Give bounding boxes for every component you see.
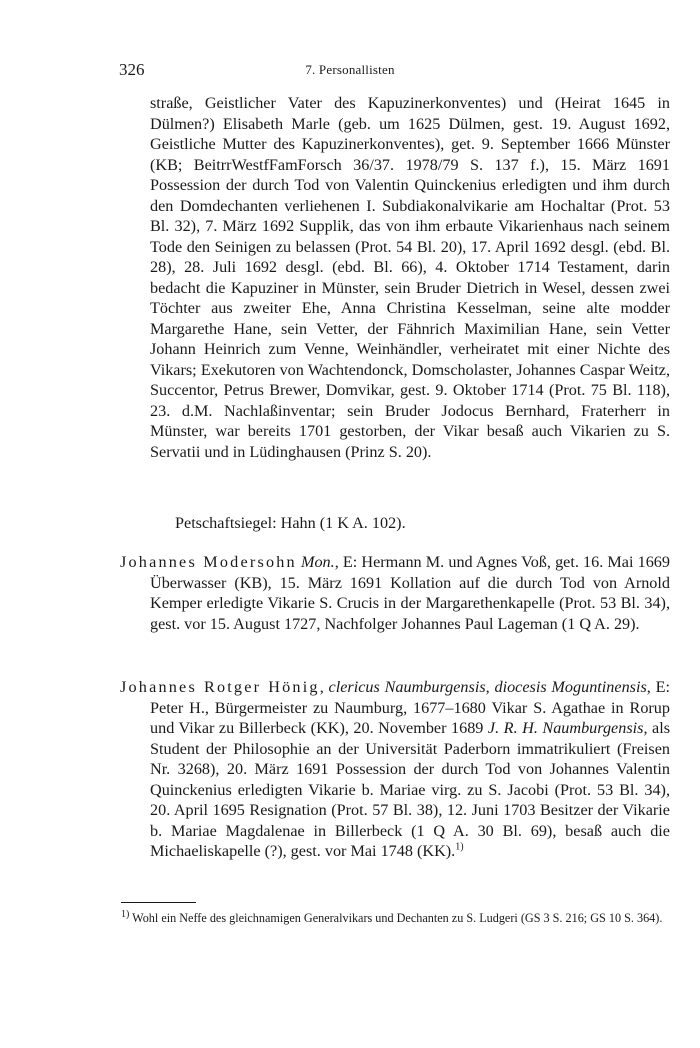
- entry-hoenig: Johannes Rotger Hönig, clericus Naumburgensis, diocesis Moguntinensis, E: Peter H., Bürgermeister zu Naumburg, 1677–1680 Vikar S. Agathae in Rorup und Vikar zu Billerbeck (KK), 20. November 1689 J. R. H. Naumburgensis, als Student der Philosophie an der Universität Paderborn immatrikuliert (Freisen Nr. 3268), 20. März 1691 Possession der durch Tod von Johannes Valentin Quinckenius erledigten Vikarie b. Mariae virg. zu S. Jacobi (Prot. 53 Bl. 34), 20. April 1695 Resignation (Prot. 57 Bl. 38), 12. Juni 1703 Besitzer der Vikarie b. Mariae Magdalenae in Billerbeck (1 Q A. 30 Bl. 69), besaß auch die Michaeliskapelle (?), gest. vor Mai 1748 (KK).$^{1)}$: [120, 678, 671, 860]
- entry-origin: Mon.: [300, 553, 335, 571]
- entry-matricula: J. R. H. Naumburgensis: [487, 719, 644, 737]
- entry-name: Johannes Rotger Hönig: [120, 678, 320, 696]
- running-head: 7. Personallisten: [305, 62, 395, 77]
- footnote-reference: 1): [455, 841, 464, 853]
- entry-text: , E: Hermann M. und Agnes Voß, get. 16. Mai 1669 Überwasser (KB), 15. März 1691 Kollation auf die durch Tod von Arnold Kemper erledigte Vikarie S. Crucis in der Margarethenkapelle (Prot. 53 Bl. 34), gest. vor 15. August 1727, Nachfolger Johannes Paul Lageman (1 Q A. 29).: [150, 553, 670, 633]
- continuation-paragraph: [150, 93, 670, 462]
- footnote-marker: 1): [121, 908, 130, 920]
- entry-designation: clericus Naumburgensis, diocesis Moguntinensis: [328, 678, 647, 696]
- entry-text-part-2: , als Student der Philosophie an der Universität Paderborn immatrikuliert (Freisen Nr. 3268), 20. März 1691 Possession der durch Tod von Johannes Valentin Quinckenius erledigten Vikarie b. Mariae virg. zu S. Jacobi (Prot. 53 Bl. 34), 20. April 1695 Resignation (Prot. 57 Bl. 38), 12. Juni 1703 Besitzer der Vikarie b. Mariae Magdalenae in Billerbeck (1 Q A. 30 Bl. 69), besaß auch die Michaeliskapelle (?), gest. vor Mai 1748 (KK).: [150, 719, 670, 860]
- footnote-text: Wohl ein Neffe des gleichnamigen Generalvikars und Dechanten zu S. Ludgeri (GS 3 S. 216; GS 10 S. 364).: [132, 911, 663, 925]
- entry-text-part-1: , E: Peter H., Bürgermeister zu Naumburg, 1677–1680 Vikar S. Agathae in Rorup und Vikar zu Billerbeck (KK), 20. November 1689: [150, 678, 671, 737]
- footnote-divider: [121, 902, 196, 903]
- entry-modersohn: [120, 552, 670, 634]
- seal-note: Petschaftsiegel: Hahn (1 K A. 102).: [175, 514, 406, 532]
- entry-name: Johannes Modersohn: [120, 553, 297, 571]
- continuation-text: straße, Geistlicher Vater des Kapuzinerkonventes) und (Heirat 1645 in Dülmen?) Elisabeth Marle (geb. um 1625 Dülmen, gest. 19. August 1692, Geistliche Mutter des Kapuzinerkonventes), get. 9. September 1666 Münster (KB; BeitrrWestfFamForsch 36/37. 1978/79 S. 137 f.), 15. März 1691 Possession der durch Tod von Valentin Quinckenius erledigten und ihm durch den Domdechanten verliehenen I. Subdiakonalvikarie am Hochaltar (Prot. 53 Bl. 32), 7. März 1692 Supplik, das von ihm erbaute Vikarienhaus nach seinem Tode den Seinigen zu belassen (Prot. 54 Bl. 20), 17. April 1692 desgl. (ebd. Bl. 28), 28. Juli 1692 desgl. (ebd. Bl. 66), 4. Oktober 1714 Testament, darin bedacht die Kapuziner in Münster, sein Bruder Dietrich in Wesel, dessen zwei Töchter aus zweiter Ehe, Anna Christina Kesselman, seine alte modder Margarethe Hane, sein Vetter, der Fähnrich Maximilian Hane, sein Vetter Johann Heinrich zum Venne, Weinhändler, verheiratet mit einer Nichte des Vikars; Exekutoren von Wachtendonck, Domscholaster, Johannes Caspar Weitz, Succentor, Petrus Brewer, Domvikar, gest. 9. Oktober 1714 (Prot. 75 Bl. 118), 23. d.M. Nachlaßinventar; sein Bruder Jodocus Bernhard, Fraterherr in Münster, war bereits 1701 gestorben, der Vikar besaß auch Vikarien zu S. Servatii und in Lüdinghausen (Prinz S. 20).: [150, 94, 670, 461]
- footnote: [121, 910, 670, 926]
- page-number: 326: [119, 60, 145, 79]
